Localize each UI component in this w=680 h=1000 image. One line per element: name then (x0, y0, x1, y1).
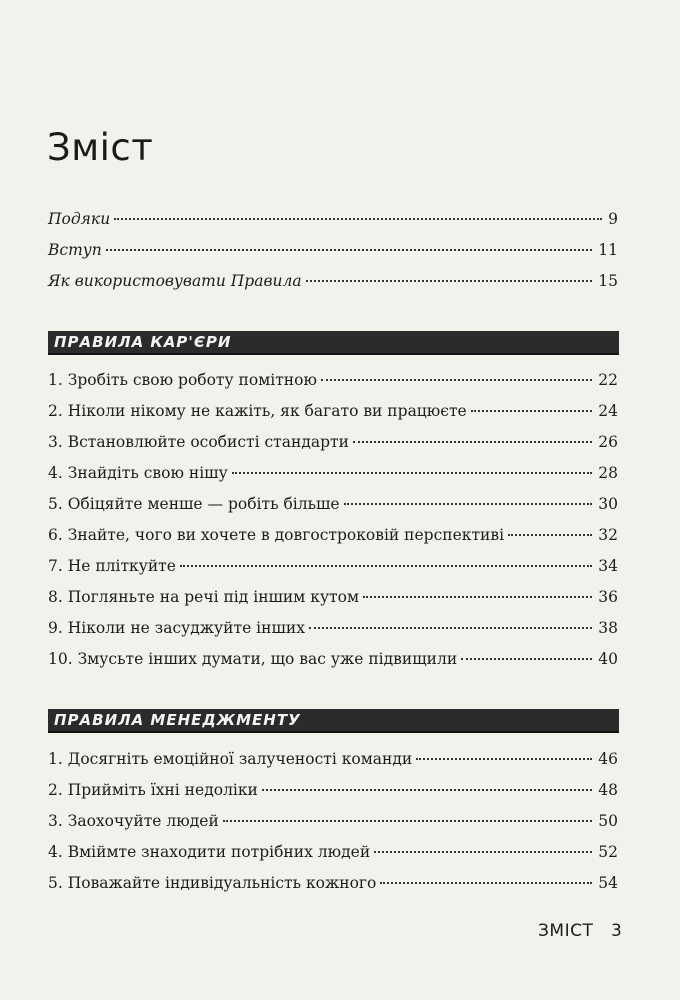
toc-entry-page: 32 (598, 526, 618, 544)
toc-entry-label: 9. Ніколи не засуджуйте інших (48, 619, 305, 637)
toc-entry-label: 3. Встановлюйте особисті стандарти (48, 433, 349, 451)
toc-entry-label: Вступ (48, 241, 102, 259)
dot-leader (508, 533, 592, 536)
toc-entry-page: 46 (598, 750, 618, 768)
dot-leader (380, 881, 592, 884)
dot-leader (262, 788, 592, 791)
toc-entry (48, 554, 618, 578)
toc-entry-label: 4. Знайдіть свою нішу (48, 464, 228, 482)
toc-entry-label: 1. Досягніть емоційної залученості команди (48, 750, 413, 768)
section-title: ПРАВИЛА КАР'ЄРИ (54, 333, 232, 351)
dot-leader (363, 595, 592, 598)
toc-entry (48, 461, 618, 485)
toc-entry-page: 28 (598, 464, 618, 482)
toc-entry-page: 48 (598, 781, 618, 799)
dot-leader (180, 564, 592, 567)
toc-entry (48, 871, 618, 895)
dot-leader (223, 819, 592, 822)
section-title: ПРАВИЛА МЕНЕДЖМЕНТУ (54, 711, 301, 729)
toc-entry-label: Як використовувати Правила (48, 272, 302, 290)
page-title: Зміст (47, 126, 154, 169)
toc-entry (48, 523, 618, 547)
toc-entry-label: 4. Вміймте знаходити потрібних людей (48, 843, 371, 861)
dot-leader (471, 409, 593, 412)
dot-leader (309, 626, 592, 629)
toc-entry-page: 54 (598, 874, 618, 892)
toc-entry-label: 8. Погляньте на речі під іншим кутом (48, 588, 360, 606)
toc-entry (48, 399, 618, 423)
toc-entry-page: 11 (598, 241, 618, 259)
toc-entry-page: 24 (598, 402, 618, 420)
toc-entry-label: 5. Поважайте індивідуальність кожного (48, 874, 377, 892)
dot-leader (374, 850, 592, 853)
toc-entry-label: 1. Зробіть свою роботу помітною (48, 371, 317, 389)
toc-entry (48, 809, 618, 833)
toc-entry-page: 9 (608, 210, 618, 228)
toc-entry (48, 747, 618, 771)
toc-entry-label: 2. Прийміть їхні недоліки (48, 781, 258, 799)
toc-entry (48, 492, 618, 516)
toc-entry (48, 238, 618, 262)
toc-entry (48, 778, 618, 802)
toc-entry-label: 5. Обіцяйте менше — робіть більше (48, 495, 340, 513)
toc-entry (48, 368, 618, 392)
toc-entry-label: 2. Ніколи нікому не кажіть, як багато ви працюєте (48, 402, 467, 420)
section-header-management (48, 709, 619, 733)
dot-leader (114, 217, 602, 220)
toc-entry-page: 26 (598, 433, 618, 451)
toc-entry-page: 40 (598, 650, 618, 668)
toc-entry (48, 430, 618, 454)
dot-leader (232, 471, 593, 474)
toc-entry-page: 50 (598, 812, 618, 830)
toc-entry-page: 15 (598, 272, 618, 290)
dot-leader (353, 440, 592, 443)
toc-entry-page: 38 (598, 619, 618, 637)
dot-leader (461, 657, 592, 660)
dot-leader (306, 279, 593, 282)
toc-entry-label: 3. Заохочуйте людей (48, 812, 219, 830)
toc-entry-label: 7. Не пліткуйте (48, 557, 176, 575)
toc-entry-page: 22 (598, 371, 618, 389)
toc-entry-page: 30 (598, 495, 618, 513)
toc-entry (48, 269, 618, 293)
toc-entry (48, 207, 618, 231)
toc-entry-label: 6. Знайте, чого ви хочете в довгостроковій перспективі (48, 526, 505, 544)
toc-entry-page: 36 (598, 588, 618, 606)
toc-entry (48, 585, 618, 609)
toc-entry (48, 616, 618, 640)
toc-entry-page: 52 (598, 843, 618, 861)
toc-entry (48, 840, 618, 864)
toc-entry-label: 10. Змусьте інших думати, що вас уже підвищили (48, 650, 458, 668)
dot-leader (416, 757, 592, 760)
toc-entry (48, 647, 618, 671)
section-header-career (48, 331, 619, 355)
dot-leader (321, 378, 592, 381)
running-footer-title: ЗМІСТ (538, 921, 594, 941)
toc-entry-label: Подяки (48, 210, 111, 228)
dot-leader (344, 502, 593, 505)
dot-leader (106, 248, 593, 251)
toc-entry-page: 34 (598, 557, 618, 575)
page-number: 3 (611, 921, 622, 941)
